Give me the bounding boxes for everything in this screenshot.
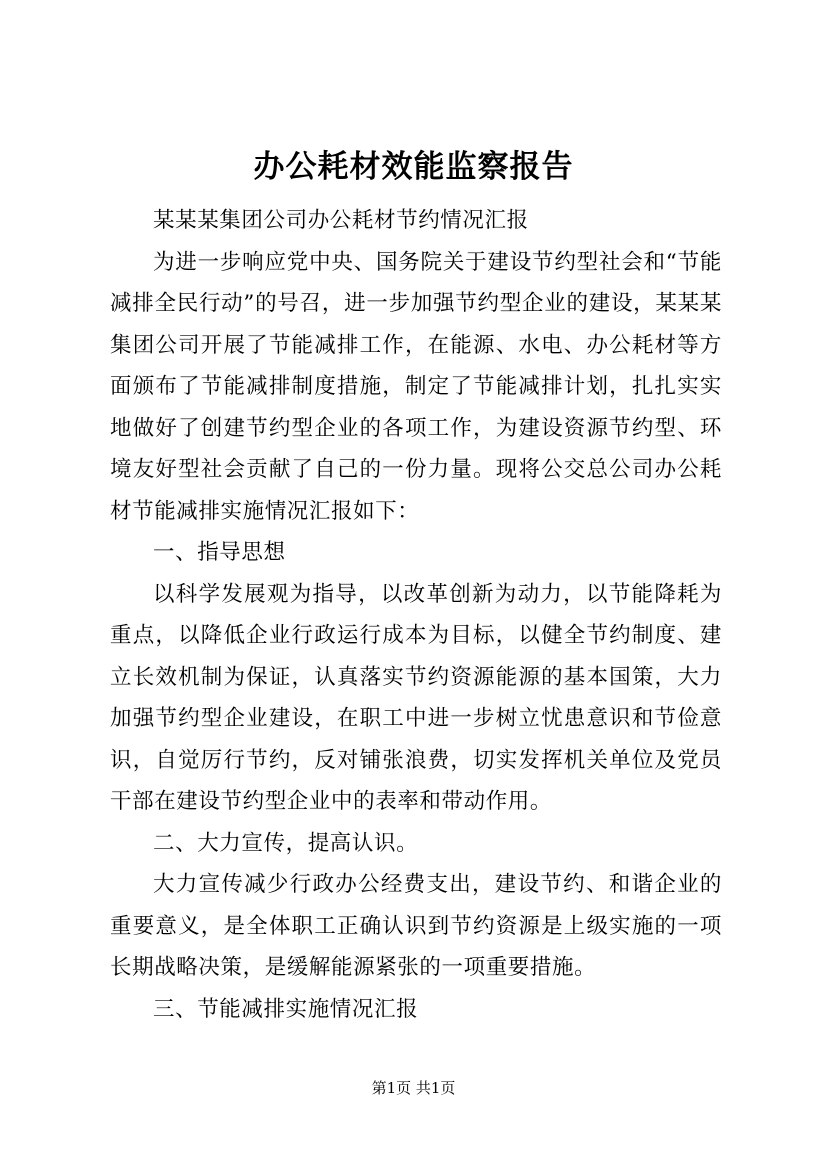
intro-paragraph: 为进一步响应党中央、国务院关于建设节约型社会和“节能减排全民行动”的号召，进一步加强节约型企业的建设，某某某集团公司开展了节能减排工作，在能源、水电、办公耗材等方面颁布了节能减排制度措施，制定了节能减排计划，扎扎实实地做好了创建节约型企业的各项工作，为建设资源节约型、环境友好型社会贡献了自己的一份力量。现将公交总公司办公耗材节能减排实施情况汇报如下： [110, 249, 722, 524]
report-subtitle: 某某某集团公司办公耗材节约情况汇报 [153, 208, 529, 233]
guiding-ideology-paragraph: 以科学发展观为指导，以改革创新为动力，以节能降耗为重点，以降低企业行政运行成本为目标，以健全节约制度、建立长效机制为保证，认真落实节约资源能源的基本国策，大力加强节约型企业建设，在职工中进一步树立忧患意识和节俭意识，自觉厉行节约，反对铺张浪费，切实发挥机关单位及党员干部在建设节约型企业中的表率和带动作用。 [110, 581, 722, 814]
document-title: 办公耗材效能监察报告 [253, 149, 574, 185]
section-heading-guiding-ideology: 一、指导思想 [153, 540, 286, 565]
publicity-paragraph: 大力宣传减少行政办公经费支出，建设节约、和谐企业的重要意义，是全体职工正确认识到节约资源是上级实施的一项长期战略决策，是缓解能源紧张的一项重要措施。 [110, 872, 722, 980]
section-heading-implementation: 三、节能减排实施情况汇报 [153, 996, 419, 1022]
page-number-footer: 第1页 共1页 [371, 1079, 456, 1097]
document-body [110, 200, 722, 1030]
section-heading-publicity: 二、大力宣传，提高认识。 [153, 830, 419, 856]
